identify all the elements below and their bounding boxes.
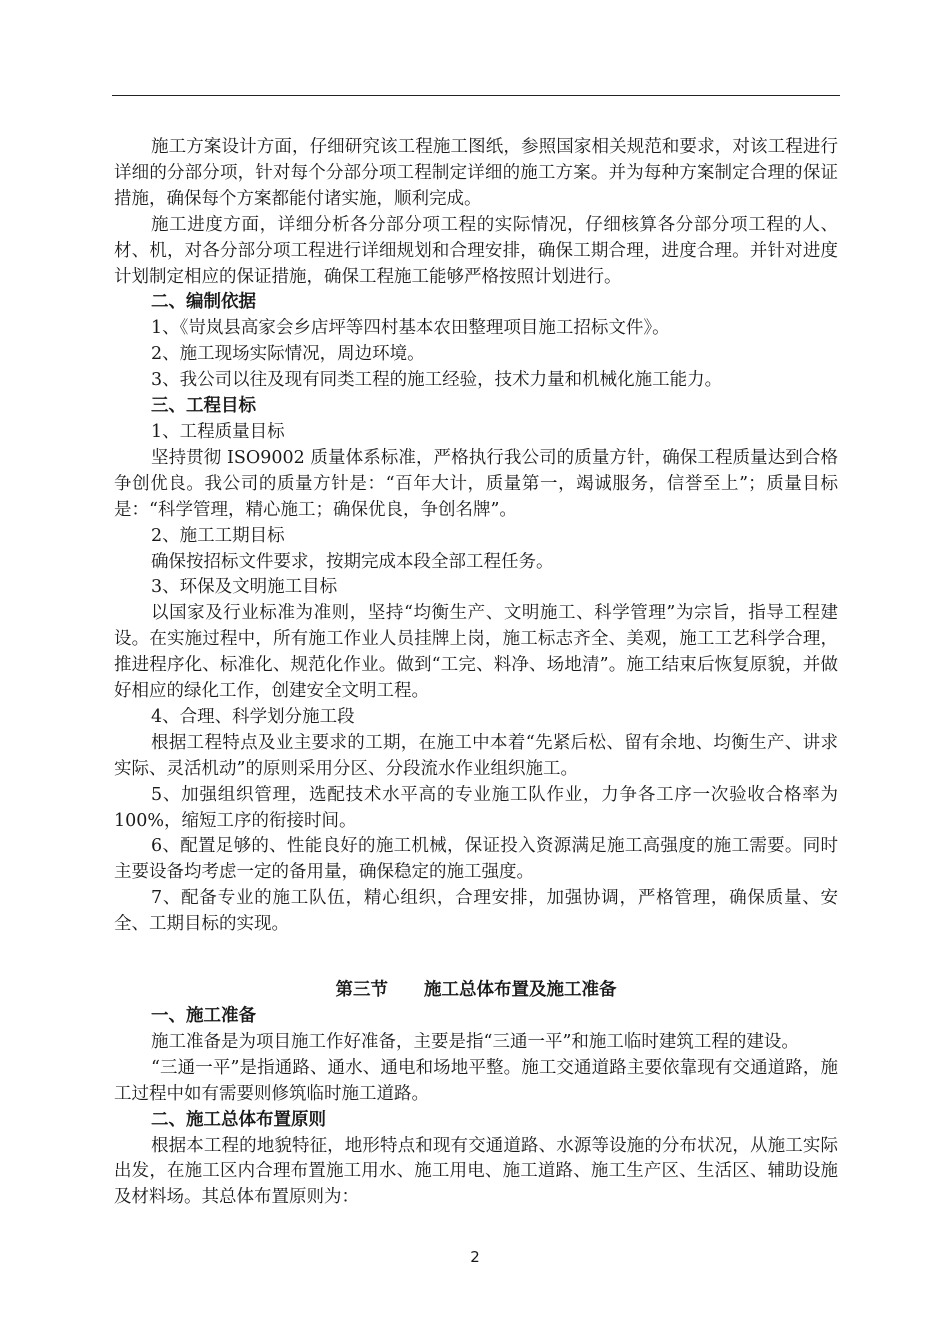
section-number: 第三节 [335, 980, 388, 1001]
page-body [114, 135, 838, 1211]
paragraph-layout-principles: 根据本工程的地貌特征，地形特点和现有交通道路、水源等设施的分布状况，从施工实际出发，在施工区内合理布置施工用水、施工用电、施工道路、施工生产区、生活区、辅助设施及材料场。其总体布置原则为： [114, 1135, 838, 1208]
heading-construction-preparation: 一、施工准备 [151, 1006, 256, 1026]
subheading-environment-goal: 3、环保及文明施工目标 [151, 577, 338, 598]
paragraph-construction-schedule: 施工进度方面，详细分析各分部分项工程的实际情况，仔细核算各分部分项工程的人、材、机，对各分部分项工程进行详细规划和合理安排，确保工期合理，进度合理。并针对进度计划制定相应的保证措施，确保工程施工能够严格按照计划进行。 [114, 214, 838, 287]
section-title [114, 978, 838, 1004]
paragraph-construction-plan: 施工方案设计方面，仔细研究该工程施工图纸，参照国家相关规范和要求，对该工程进行详细的分部分项，针对每个分部分项工程制定详细的施工方案。并为每种方案制定合理的保证措施，确保每个方案都能付诸实施，顺利完成。 [114, 137, 838, 209]
paragraph-quality-goal: 坚持贯彻 ISO9002 质量体系标准，严格执行我公司的质量方针，确保工程质量达到合格争创优良。我公司的质量方针是：“百年大计，质量第一，竭诚服务，信誉至上”；质量目标是：“科学管理，精心施工；确保优良，争创名牌”。 [114, 447, 838, 520]
subheading-construction-sections: 4、合理、科学划分施工段 [151, 706, 355, 727]
paragraph-construction-sections: 根据工程特点及业主要求的工期，在施工中本着“先紧后松、留有余地、均衡生产、讲求实际、灵活机动”的原则采用分区、分段流水作业组织施工。 [114, 732, 838, 779]
heading-layout-principles: 二、施工总体布置原则 [151, 1109, 326, 1130]
goal-item-5: 5、加强组织管理，选配技术水平高的专业施工队作业，力争各工序一次验收合格率为 100%，缩短工序的衔接时间。 [114, 784, 838, 831]
subheading-quality-goal: 1、工程质量目标 [151, 421, 285, 442]
paragraph-preparation: 施工准备是为项目施工作好准备，主要是指“三通一平”和施工临时建筑工程的建设。 [151, 1031, 799, 1052]
subheading-schedule-goal: 2、施工工期目标 [151, 525, 285, 546]
section-title-text: 施工总体布置及施工准备 [424, 980, 617, 1001]
heading-compilation-basis: 二、编制依据 [151, 292, 256, 313]
heading-project-goals: 三、工程目标 [151, 396, 256, 417]
paragraph-three-connections: “三通一平”是指通路、通水、通电和场地平整。施工交通道路主要依靠现有交通道路，施工过程中如有需要则修筑临时施工道路。 [114, 1057, 838, 1104]
page-number: 2 [470, 1248, 480, 1266]
header-rule [112, 95, 840, 96]
basis-item-2: 2、施工现场实际情况，周边环境。 [151, 344, 425, 365]
goal-item-7: 7、配备专业的施工队伍，精心组织，合理安排，加强协调，严格管理，确保质量、安全、工期目标的实现。 [114, 888, 838, 935]
paragraph-environment-goal: 以国家及行业标准为准则，坚持“均衡生产、文明施工、科学管理”为宗旨，指导工程建设。在实施过程中，所有施工作业人员挂牌上岗，施工标志齐全、美观，施工工艺科学合理，推进程序化、标准化、规范化作业。做到“工完、料净、场地清”。施工结束后恢复原貌，并做好相应的绿化工作，创建安全文明工程。 [114, 603, 838, 702]
paragraph-schedule-goal: 确保按招标文件要求，按期完成本段全部工程任务。 [151, 551, 554, 572]
basis-item-3: 3、我公司以往及现有同类工程的施工经验，技术力量和机械化施工能力。 [151, 370, 723, 391]
goal-item-6: 6、配置足够的、性能良好的施工机械，保证投入资源满足施工高强度的施工需要。同时主要设备均考虑一定的备用量，确保稳定的施工强度。 [114, 836, 838, 883]
basis-item-1: 1、《岢岚县高家会乡店坪等四村基本农田整理项目施工招标文件》。 [151, 318, 670, 339]
